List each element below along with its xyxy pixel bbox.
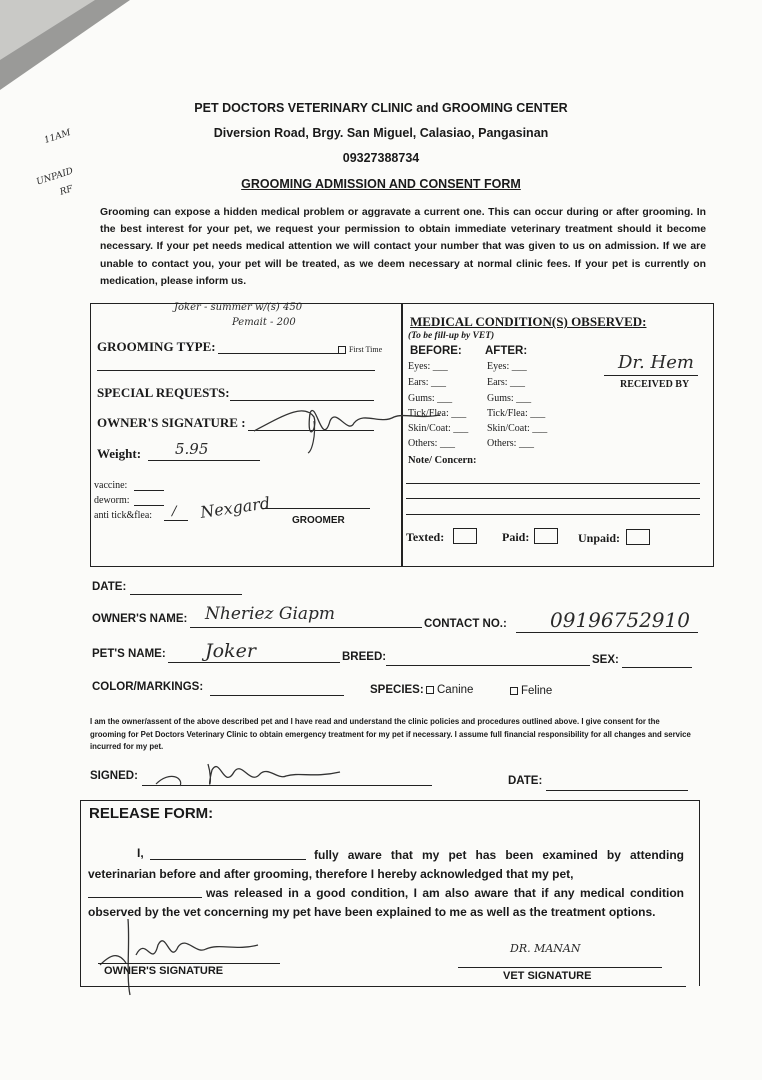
note-label: Note/ Concern: (408, 455, 477, 466)
vaccine-field[interactable] (134, 490, 164, 491)
intro-paragraph: Grooming can expose a hidden medical problem or aggravate a current one. This can occur during or after grooming. In the best interest for your pet, we request your permission to obtain immediate veterinary treatment should it become necessary. If your pet needs medical attention we will contact your number that was given to us on admission. If we are unable to contact you, your pet will be treated, as we deem necessary at normal clinic fees. If your pet is currently on medication, please inform us. (100, 207, 706, 287)
after-skin-label: Skin/Coat: (487, 423, 530, 434)
antitick-label: anti tick&flea: (94, 510, 153, 521)
after-ears-label: Ears: (487, 377, 508, 388)
after-tick[interactable]: Tick/Flea: ___ (487, 408, 546, 419)
first-time-checkbox[interactable] (338, 345, 382, 354)
before-eyes[interactable]: Eyes: ___ (408, 361, 448, 372)
note-line-1[interactable] (406, 483, 700, 484)
before-ears-label: Ears: (408, 377, 429, 388)
before-eyes-label: Eyes: (408, 361, 431, 372)
after-ears[interactable]: Ears: ___ (487, 377, 526, 388)
first-time-box[interactable] (338, 346, 346, 354)
clinic-address: Diversion Road, Brgy. San Miguel, Calasiao, Pangasinan (213, 126, 549, 140)
signed-date-label: DATE: (508, 775, 543, 787)
signed-signature-image (150, 750, 350, 800)
received-by-field[interactable] (604, 375, 698, 376)
groomer-value: Nexgard (199, 493, 272, 522)
before-ears[interactable]: Ears: ___ (408, 377, 447, 388)
groomer-field[interactable] (262, 508, 370, 509)
after-others-label: Others: (487, 438, 517, 449)
paid-checkbox[interactable] (534, 528, 558, 544)
vaccine-label: vaccine: (94, 480, 128, 491)
owner-signature-line[interactable] (98, 963, 280, 964)
before-others-label: Others: (408, 438, 438, 449)
texted-label: Texted: (406, 530, 445, 544)
contact-label: CONTACT NO.: (424, 618, 507, 630)
first-time-label: First Time (349, 345, 383, 354)
breed-field[interactable] (386, 665, 590, 666)
pet-name-field[interactable] (168, 662, 340, 663)
before-gums-label: Gums: (408, 393, 435, 404)
note-line-3[interactable] (406, 514, 700, 515)
grooming-note-line2: Pemait - 200 (232, 317, 296, 328)
release-bottom-rule (80, 986, 686, 987)
deworm-label: deworm: (94, 495, 130, 506)
after-gums[interactable]: Gums: ___ (487, 393, 532, 404)
owner-name-field[interactable] (190, 627, 422, 628)
deworm-field[interactable] (134, 505, 164, 506)
feline-label: Feline (521, 685, 553, 697)
color-field[interactable] (210, 695, 344, 696)
release-title: RELEASE FORM: (89, 805, 214, 822)
margin-note-unpaid: UNPAID (35, 166, 75, 188)
after-gums-label: Gums: (487, 393, 514, 404)
margin-note-time: 11AM (43, 128, 73, 146)
antitick-field[interactable] (164, 520, 188, 521)
release-text-2: was released in a good condition, I am also aware that if any medical condition observed by the vet concerning my pet have been explained to me as well as the treatment options. (88, 886, 684, 919)
contact-value: 09196752910 (550, 608, 690, 632)
clinic-name: PET DOCTORS VETERINARY CLINIC and GROOMING CENTER (194, 101, 568, 115)
species-label: SPECIES: (370, 684, 424, 696)
breed-label: BREED: (342, 651, 387, 663)
feline-checkbox[interactable] (510, 687, 518, 695)
grooming-note-line1: Joker - summer w/(s) 450 (174, 302, 303, 313)
before-others[interactable]: Others: ___ (408, 438, 455, 449)
pet-name-value: Joker (205, 640, 256, 662)
feline-option[interactable] (510, 685, 552, 697)
before-skin-label: Skin/Coat: (408, 423, 451, 434)
sex-field[interactable] (622, 667, 692, 668)
owner-signature-label: OWNER'S SIGNATURE : (97, 415, 246, 430)
release-intro: I, (137, 846, 144, 860)
owner-name-label: OWNER'S NAME: (92, 613, 188, 625)
canine-checkbox[interactable] (426, 686, 434, 694)
weight-value: 5.95 (175, 440, 209, 458)
consent-paragraph: I am the owner/assent of the above described pet and I have read and understand the clinic policies and procedures outlined above. I give consent for the grooming for Pet Doctors Veterinary Clinic to obtain emergency treatment for my pet if necessary. I assume full financial responsibility for all changes and service incurred for my pet. (90, 717, 691, 751)
after-tick-label: Tick/Flea: (487, 408, 528, 419)
unpaid-checkbox[interactable] (626, 529, 650, 545)
date-label: DATE: (92, 581, 127, 593)
signed-label: SIGNED: (90, 770, 138, 782)
sex-label: SEX: (592, 654, 619, 666)
received-by-value: Dr. Hem (618, 352, 694, 373)
form-title: GROOMING ADMISSION AND CONSENT FORM (241, 177, 521, 191)
owner-name-value: Nheriez Giapm (205, 604, 336, 624)
before-tick-label: Tick/Flea: (408, 408, 449, 419)
antitick-value: / (172, 504, 177, 519)
after-skin[interactable]: Skin/Coat: ___ (487, 423, 548, 434)
grooming-type-field[interactable] (218, 353, 338, 354)
release-text-1: fully aware that my pet has been examined by attending veterinarian before and after grooming, therefore I hereby acknowledged that my pet, (88, 848, 684, 881)
before-tick[interactable]: Tick/Flea: ___ (408, 408, 467, 419)
clinic-phone: 09327388734 (342, 151, 420, 165)
grooming-type-field-2[interactable] (97, 370, 375, 371)
after-eyes[interactable]: Eyes: ___ (487, 361, 527, 372)
after-label: AFTER: (485, 345, 528, 357)
vet-signature-label: VET SIGNATURE (503, 970, 592, 982)
date-field[interactable] (130, 594, 242, 595)
special-requests-label: SPECIAL REQUESTS: (97, 385, 230, 400)
groomer-label: GROOMER (292, 515, 345, 526)
after-others[interactable]: Others: ___ (487, 438, 534, 449)
release-owner-signature-label: OWNER'S SIGNATURE (104, 965, 224, 977)
canine-label: Canine (437, 684, 474, 696)
received-by-label: RECEIVED BY (620, 379, 690, 390)
medical-subtitle: (To be fill-up by VET) (408, 331, 495, 341)
pet-name-label: PET'S NAME: (92, 648, 166, 660)
unpaid-label: Unpaid: (578, 531, 621, 545)
after-eyes-label: Eyes: (487, 361, 510, 372)
before-gums[interactable]: Gums: ___ (408, 393, 453, 404)
vet-signature-line[interactable] (458, 967, 662, 968)
canine-option[interactable] (426, 684, 473, 696)
contact-field[interactable] (516, 632, 698, 633)
weight-label: Weight: (97, 446, 142, 461)
page-fold (0, 0, 95, 60)
color-label: COLOR/MARKINGS: (92, 681, 204, 693)
before-label: BEFORE: (410, 345, 462, 357)
paid-label: Paid: (502, 530, 530, 544)
margin-note-rf: RF (58, 184, 75, 198)
medical-title: MEDICAL CONDITION(S) OBSERVED: (410, 314, 647, 329)
vet-signature-value: DR. MANAN (510, 942, 581, 955)
signed-date-field[interactable] (546, 790, 688, 791)
weight-field[interactable] (148, 460, 260, 461)
before-skin[interactable]: Skin/Coat: ___ (408, 423, 469, 434)
note-line-2[interactable] (406, 498, 700, 499)
grooming-type-label: GROOMING TYPE: (97, 339, 216, 354)
texted-checkbox[interactable] (453, 528, 477, 544)
